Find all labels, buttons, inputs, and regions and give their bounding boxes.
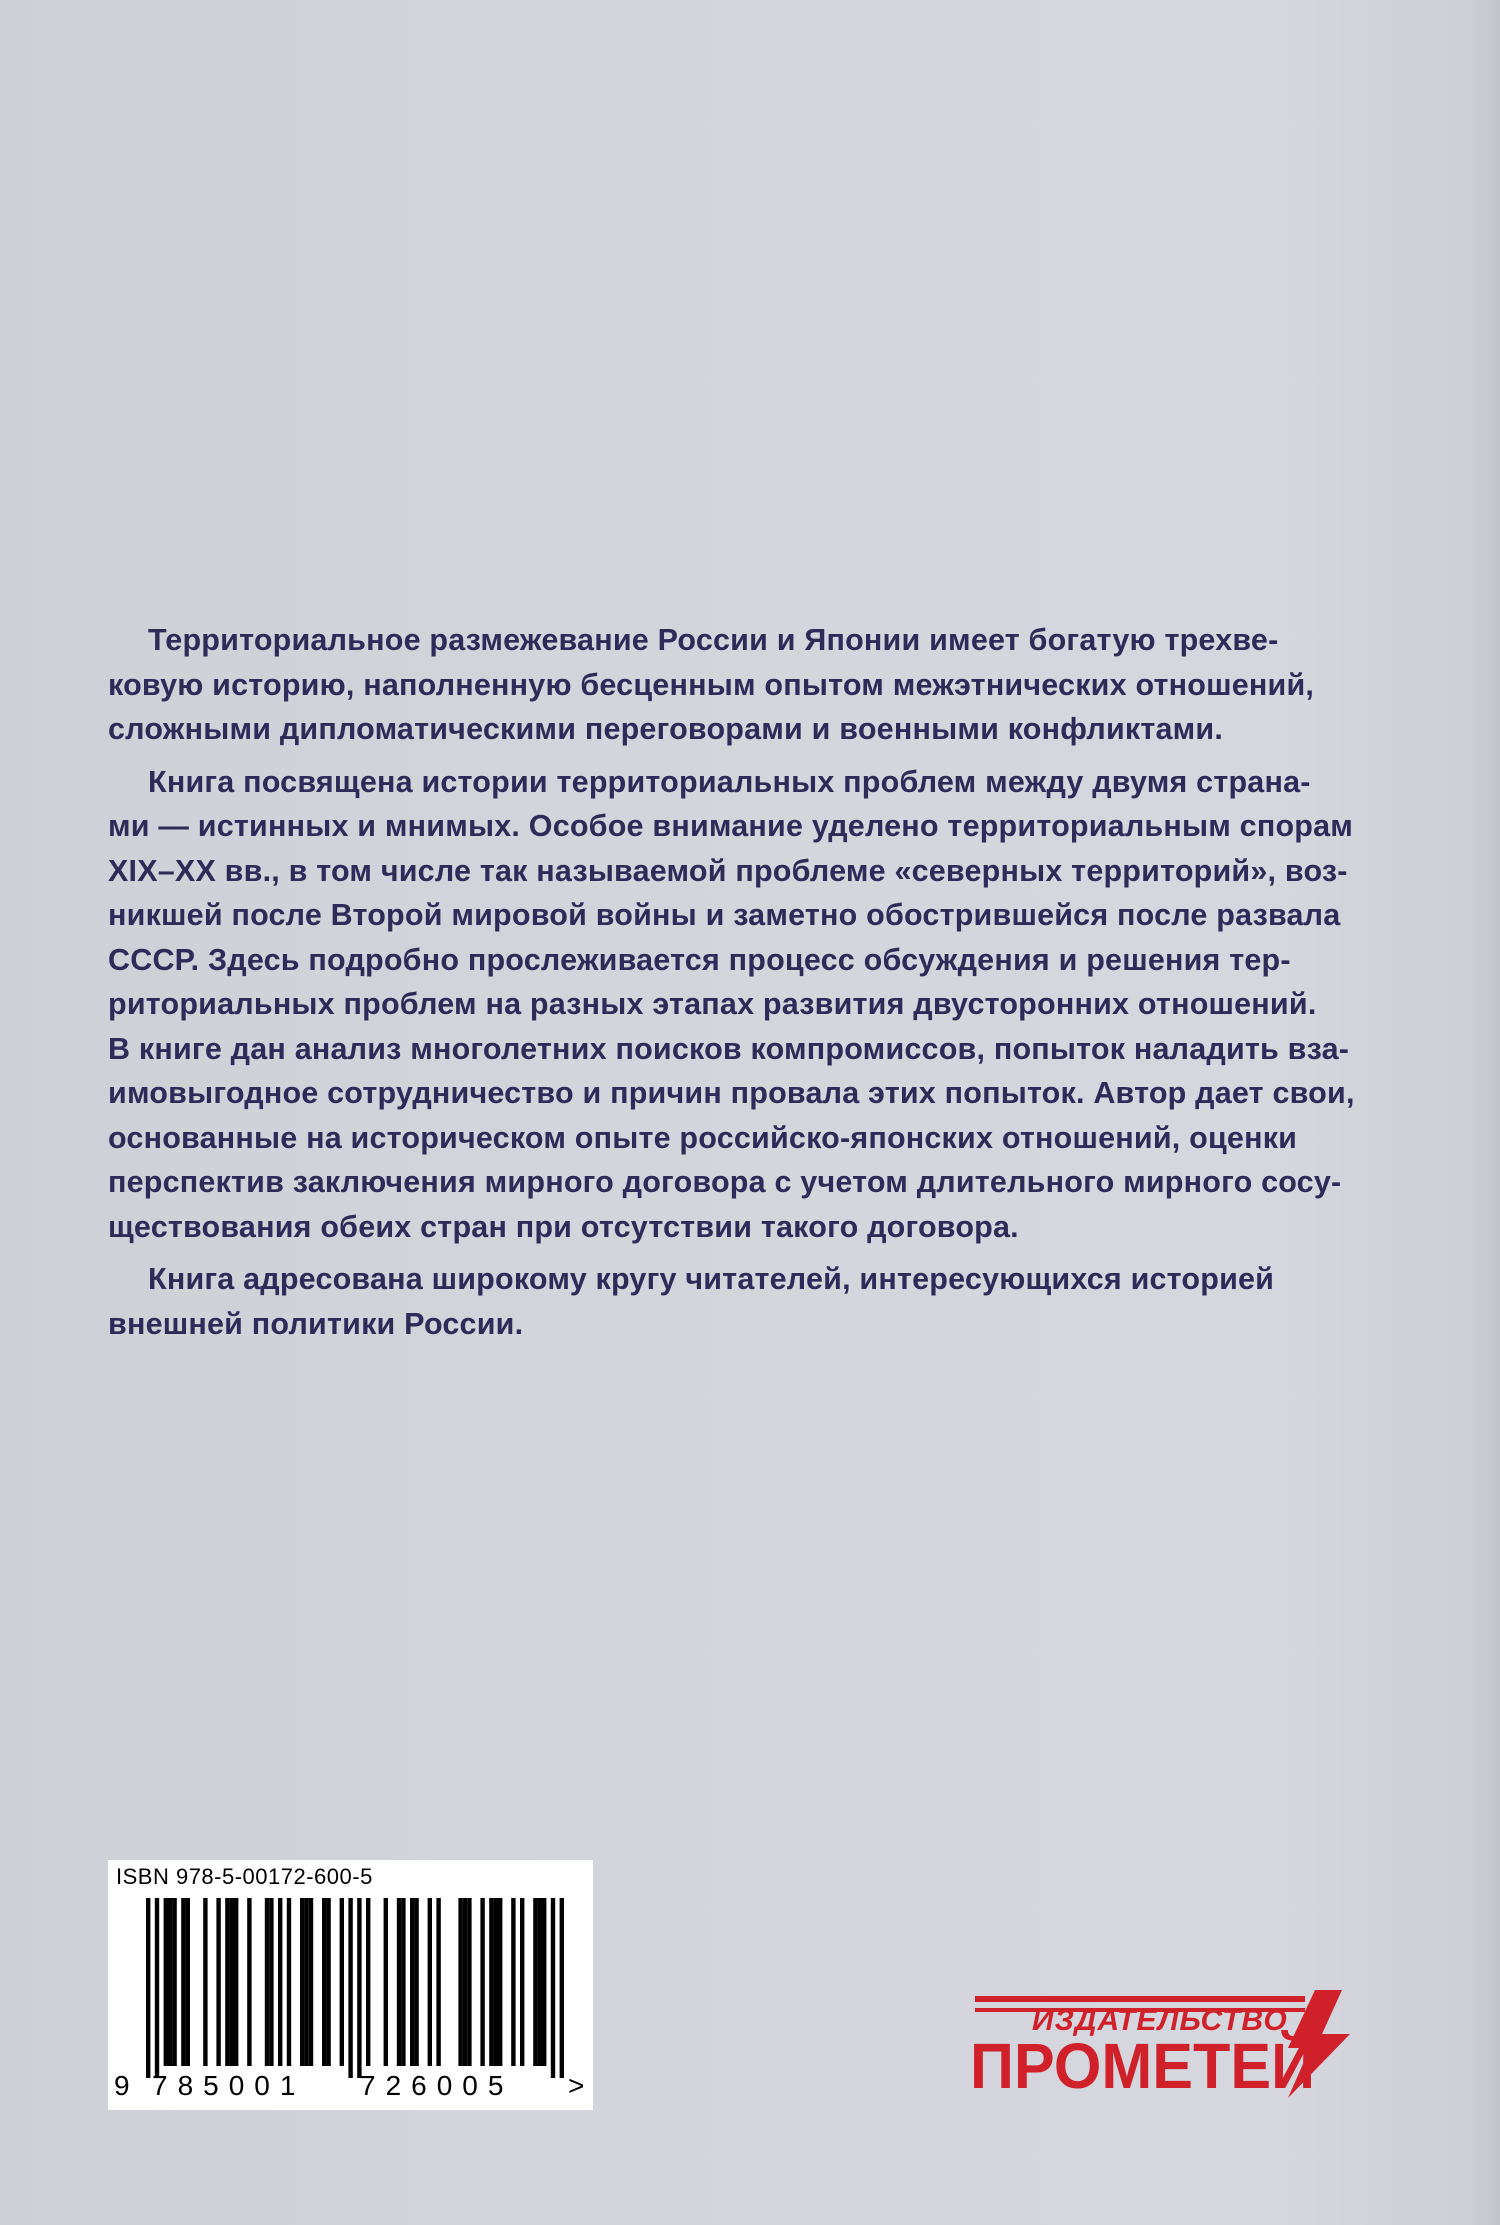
publisher-logo-main-text: ПРОМЕТЕЙ [970,2030,1332,2100]
barcode-bar [414,1898,418,2066]
isbn-label: ISBN 978-5-00172-600-5 [116,1864,373,1889]
barcode-bar [348,1898,352,2078]
barcode-bar [533,1898,537,2066]
barcode-bar [172,1898,176,2066]
barcode-bar [366,1898,370,2066]
barcode-bar [234,1898,238,2066]
barcode-bar [560,1898,564,2078]
barcode-bar [300,1898,304,2066]
barcode-bar [146,1898,150,2078]
barcode-bar [309,1898,313,2066]
barcode-bar [458,1898,462,2066]
barcode-digits-group-1: 785001 [152,2070,306,2101]
barcode-bar [326,1898,330,2066]
barcode-bar [410,1898,414,2066]
barcode-bar [247,1898,251,2066]
barcode-bar [480,1898,484,2066]
annotation-paragraph-2: Книга посвящена истории территориальных проблем между двумя страна- ми — истинных и мнимых. Особое внимание уделено территориальным спорам XIX–XX вв., в том числе так называемой проблеме «северных территорий», воз- никшей после Второй мировой войны и заметно обострившейся после развала СССР. Здесь подробно прослеживается процесс обсуждения и решения тер- риториальных проблем на разных этапах развития двусторонних отношений. В книге дан анализ многолетних поисков компромиссов, попыток наладить вза- имовыгодное сотрудничество и причин провала этих попыток. Автор дает свои, основанные на историческом опыте российско-японских отношений, оценки перспектив заключения мирного договора с учетом длительного мирного сосу- ществования обеих стран при отсутствии такого договора. [108,764,1355,1244]
barcode-bar [538,1898,542,2066]
barcode-bar [304,1898,308,2066]
annotation-paragraph-3: Книга адресована широкому кругу читателей, интересующихся историей внешней политики России. [108,1262,1275,1341]
barcode-bar [520,1898,524,2066]
barcode-bar [551,1898,555,2078]
barcode-bar [467,1898,471,2066]
publisher-logo [970,1990,1390,2100]
barcode-bar [494,1898,498,2066]
annotation-text [108,618,1373,1354]
barcode-bar [203,1898,207,2066]
barcode-bar [186,1898,190,2066]
cover-edge-shadow [1470,0,1500,2225]
barcode-bar [463,1898,467,2066]
barcode-digits [114,2070,589,2102]
barcode-bar [498,1898,502,2066]
barcode-bar [278,1898,282,2066]
barcode-bar [164,1898,168,2066]
barcode-bar [436,1898,440,2066]
barcode-bar [265,1898,269,2066]
barcode-bar [428,1898,432,2066]
isbn-barcode [108,1860,593,2110]
barcode-bar [397,1898,401,2066]
barcode-bar [269,1898,273,2066]
barcode-bar [340,1898,344,2066]
barcode-bar [489,1898,493,2066]
barcode-bar [181,1898,185,2066]
barcode-bar [357,1898,361,2078]
annotation-paragraph-1: Территориальное размежевание России и Японии имеет богатую трехве- ковую историю, наполненную бесценным опытом межэтнических отношений, сложными дипломатическими переговорами и военными конфликтами. [108,623,1315,746]
barcode-digit-end: > [568,2070,585,2101]
barcode-bar [225,1898,229,2066]
barcode-bar [230,1898,234,2066]
barcode-bar [155,1898,159,2078]
barcode-bar [322,1898,326,2066]
barcode-bar [287,1898,291,2066]
barcode-digit-first: 9 [114,2070,130,2101]
publisher-logo-top-text: ИЗДАТЕЛЬСТВО [1032,2004,1288,2037]
barcode-bar [542,1898,546,2066]
barcode-digits-group-2: 726005 [360,2070,514,2101]
barcode-bar [511,1898,515,2066]
barcode-bar [401,1898,405,2066]
barcode-bar [168,1898,172,2066]
barcode-bar [384,1898,388,2066]
barcode-bar [216,1898,220,2066]
